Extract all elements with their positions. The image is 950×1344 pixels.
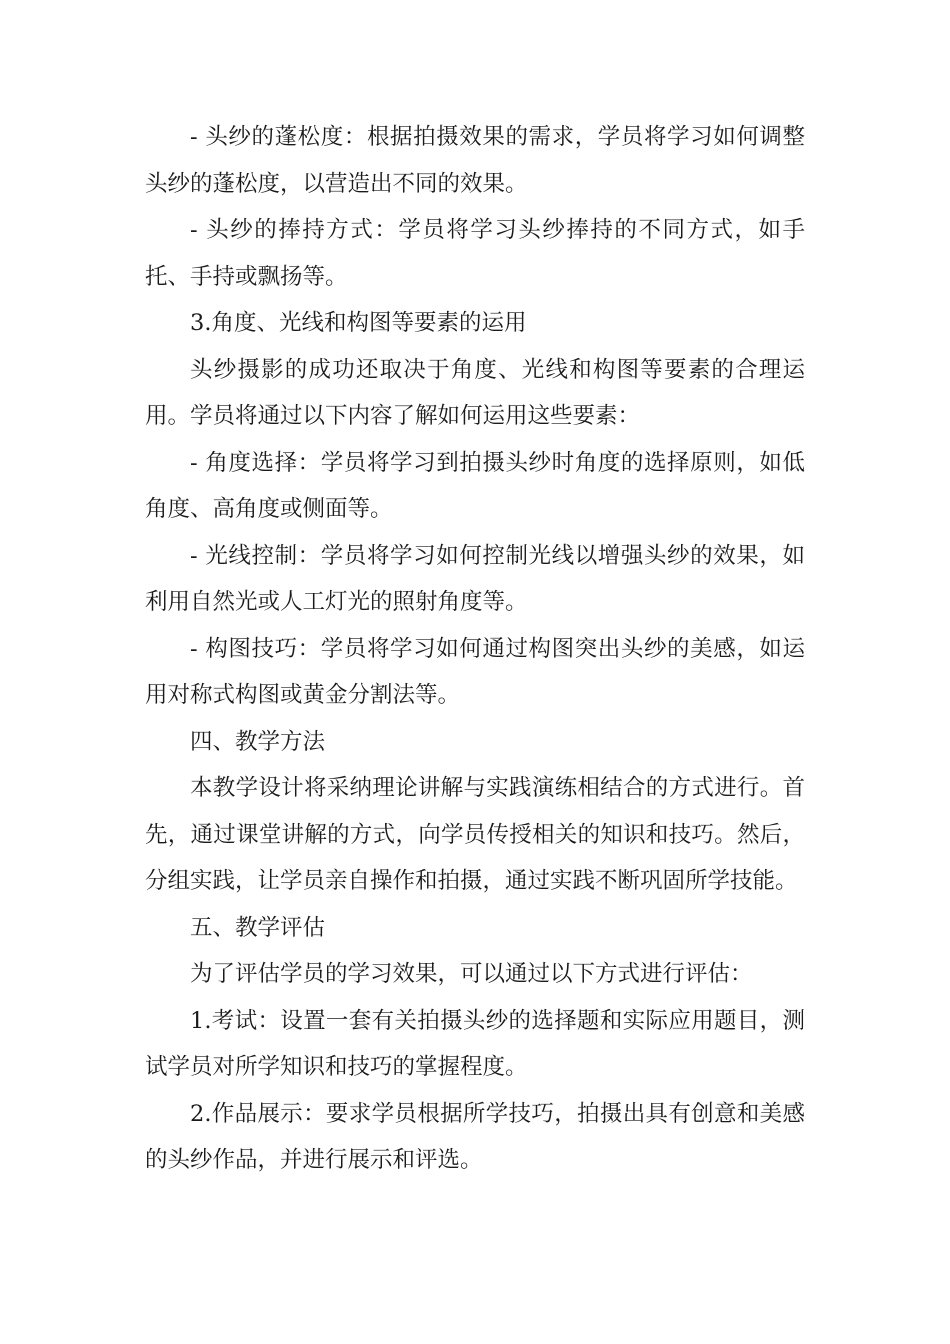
item-work-display: 2.作品展示：要求学员根据所学技巧，拍摄出具有创意和美感的头纱作品，并进行展示和评选。 — [145, 1100, 805, 1173]
document-body — [145, 114, 805, 1184]
paragraph-evaluation-intro: 为了评估学员的学习效果，可以通过以下方式进行评估： — [190, 961, 753, 987]
bullet-veil-fluffiness: - 头纱的蓬松度：根据拍摄效果的需求，学员将学习如何调整头纱的蓬松度，以营造出不同的效果。 — [145, 124, 805, 197]
section-heading-angle-light-composition: 3.角度、光线和构图等要素的运用 — [190, 310, 527, 336]
bullet-veil-holding: - 头纱的捧持方式：学员将学习头纱捧持的不同方式，如手托、手持或飘扬等。 — [145, 217, 805, 290]
paragraph-intro-elements: 头纱摄影的成功还取决于角度、光线和构图等要素的合理运用。学员将通过以下内容了解如何运用这些要素： — [145, 356, 805, 429]
heading-teaching-evaluation: 五、教学评估 — [190, 914, 326, 941]
bullet-composition-skills: - 构图技巧：学员将学习如何通过构图突出头纱的美感，如运用对称式构图或黄金分割法等。 — [145, 635, 805, 708]
bullet-light-control: - 光线控制：学员将学习如何控制光线以增强头纱的效果，如利用自然光或人工灯光的照射角度等。 — [145, 542, 805, 615]
paragraph-teaching-methods: 本教学设计将采纳理论讲解与实践演练相结合的方式进行。首先，通过课堂讲解的方式，向学员传授相关的知识和技巧。然后，分组实践，让学员亲自操作和拍摄，通过实践不断巩固所学技能。 — [145, 775, 805, 894]
bullet-angle-selection: - 角度选择：学员将学习到拍摄头纱时角度的选择原则，如低角度、高角度或侧面等。 — [145, 449, 805, 522]
heading-teaching-methods: 四、教学方法 — [190, 728, 326, 755]
item-exam: 1.考试：设置一套有关拍摄头纱的选择题和实际应用题目，测试学员对所学知识和技巧的掌握程度。 — [145, 1007, 805, 1080]
